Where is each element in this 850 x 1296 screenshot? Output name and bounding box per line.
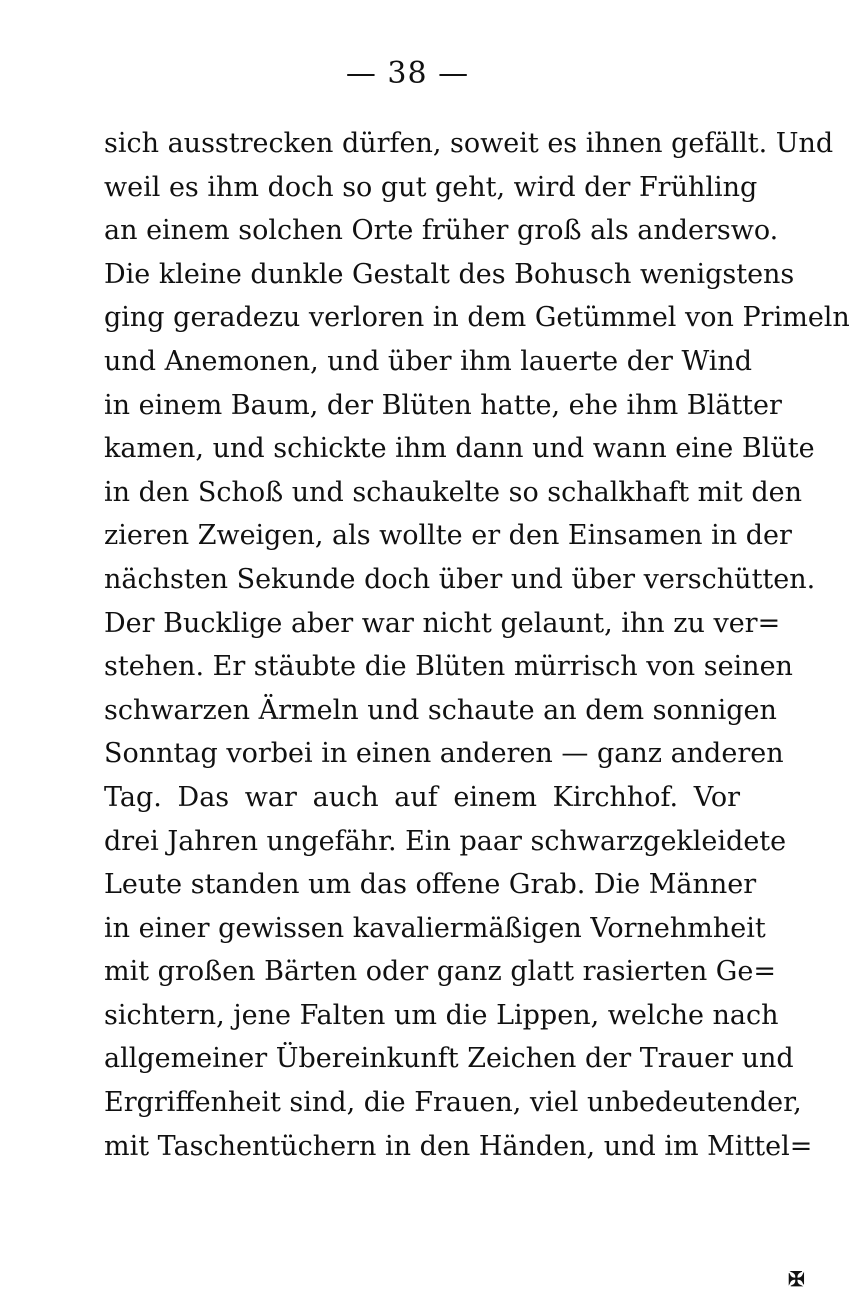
text-line: kamen, und schickte ihm dann und wann eine Blüte [104,433,815,465]
text-line: Der Bucklige aber war nicht gelaunt, ihn zu ver= [104,607,781,639]
text-line: und Anemonen, und über ihm lauerte der Wind [104,345,753,377]
text-line: mit Taschentüchern in den Händen, und im Mittel= [104,1130,813,1162]
text-line: drei Jahren ungefähr. Ein paar schwarzgekleidete [104,825,787,857]
printer-mark-icon: ✠ [788,1267,805,1291]
text-line: schwarzen Ärmeln und schaute an dem sonnigen [104,694,777,726]
text-line: sichtern, jene Falten um die Lippen, welche nach [104,999,779,1031]
text-line: Ergriffenheit sind, die Frauen, viel unbedeutender, [104,1087,802,1119]
text-line: zieren Zweigen, als wollte er den Einsamen in der [104,520,792,552]
text-line: Tag. Das war auch auf einem Kirchhof. Vor [104,781,740,813]
text-line: sich ausstrecken dürfen, soweit es ihnen gefällt. Und [104,128,834,159]
text-line: nächsten Sekunde doch über und über verschütten. [104,563,816,595]
text-line: Die kleine dunkle Gestalt des Bohusch wenigstens [104,258,795,290]
text-line: an einem solchen Orte früher groß als anderswo. [104,215,779,247]
text-line: allgemeiner Übereinkunft Zeichen der Trauer und [104,1043,794,1075]
text-line: in einer gewissen kavaliermäßigen Vornehmheit [104,912,766,944]
text-line: Leute standen um das offene Grab. Die Männer [104,869,757,901]
text-line: Sonntag vorbei in einen anderen — ganz anderen [104,738,784,770]
text-line: in den Schoß und schaukelte so schalkhaft mit den [104,476,802,508]
body-text [104,122,850,1168]
page-number: — 38 — [345,56,470,91]
text-line: stehen. Er stäubte die Blüten mürrisch von seinen [104,651,793,683]
text-line: weil es ihm doch so gut geht, wird der Frühling [104,171,758,203]
text-line: in einem Baum, der Blüten hatte, ehe ihm Blätter [104,389,782,421]
text-line: mit großen Bärten oder ganz glatt rasierten Ge= [104,956,776,988]
text-line: ging geradezu verloren in dem Getümmel von Primeln [104,302,850,334]
